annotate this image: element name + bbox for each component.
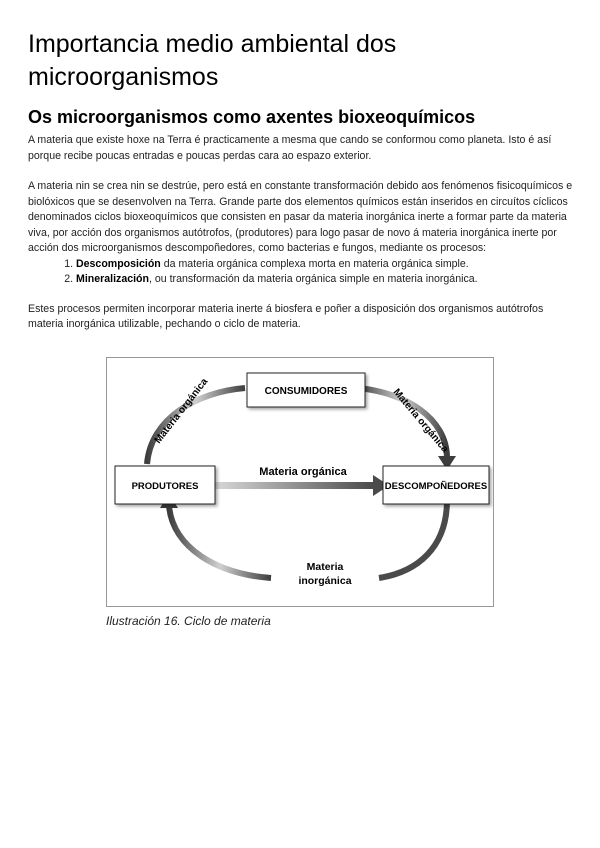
arrow-producers-to-decomposers [215,482,375,489]
paragraph-2: A materia nin se crea nin se destrúe, pero está en constante transformación debido aos fenómenos fisicoquímicos e biolóxicos que se desenvolven na Terra. Grande parte dos elementos químicos están inseridos en circuítos cíclicos denominados ciclos bioxeoquímicos que consisten en pasar da materia inorgánica inerte a formar parte da materia viva, por acción dos organismos autótrofos, (produtores) para logo pasar de novo á materia inorgánica inerte por acción dos microorganismos descompoñedores, como bacterias e fungos, mediante os procesos: [28,180,573,254]
document-page [28,28,574,333]
paragraph-1: A materia que existe hoxe na Terra é practicamente a mesma que cando se conformou como planeta. Isto é así porque recibe poucas entradas e poucas perdas cara ao espazo exterior. [28,134,552,162]
node-consumers-label: CONSUMIDORES [264,386,348,397]
node-decomposers [383,466,489,504]
edge-label-consumers-decomposers: Materia orgánica [390,386,451,455]
node-producers [115,466,215,504]
edge-label-inorganic-line1: Materia [306,561,344,573]
node-decomposers-label: DESCOMPOÑEDORES [384,481,488,492]
edge-label-producers-consumers: Materia orgánica [152,376,211,446]
process-list [28,257,574,288]
page-title: Importancia medio ambiental dos microorganismos [28,30,397,91]
arrow-decomposers-to-producers [379,500,447,578]
list-item-text: , ou transformación da materia orgánica simple en materia inorgánica. [149,273,478,285]
matter-cycle-diagram [106,357,494,607]
arrow-decomposers-to-producers-tail [169,506,271,578]
list-item-term: Descomposición [76,257,161,270]
node-consumers [247,373,365,407]
paragraph-3: Estes procesos permiten incorporar materia inerte á biosfera e poñer a disposición dos organismos autótrofos materia inorgánica utilizable, pechando o ciclo de materia. [28,302,544,330]
edge-label-inorganic-line2: inorgánica [298,575,352,587]
list-item [76,257,574,273]
figure-caption: Ilustración 16. Ciclo de materia [106,614,271,628]
list-item-term: Mineralización [76,273,149,285]
edge-label-producers-decomposers: Materia orgánica [259,466,347,478]
list-item [76,272,574,288]
list-item-text: da materia orgánica complexa morta en materia orgánica simple. [160,257,469,270]
section-heading: Os microorganismos como axentes bioxeoquímicos [28,107,476,127]
node-producers-label: PRODUTORES [131,481,199,492]
